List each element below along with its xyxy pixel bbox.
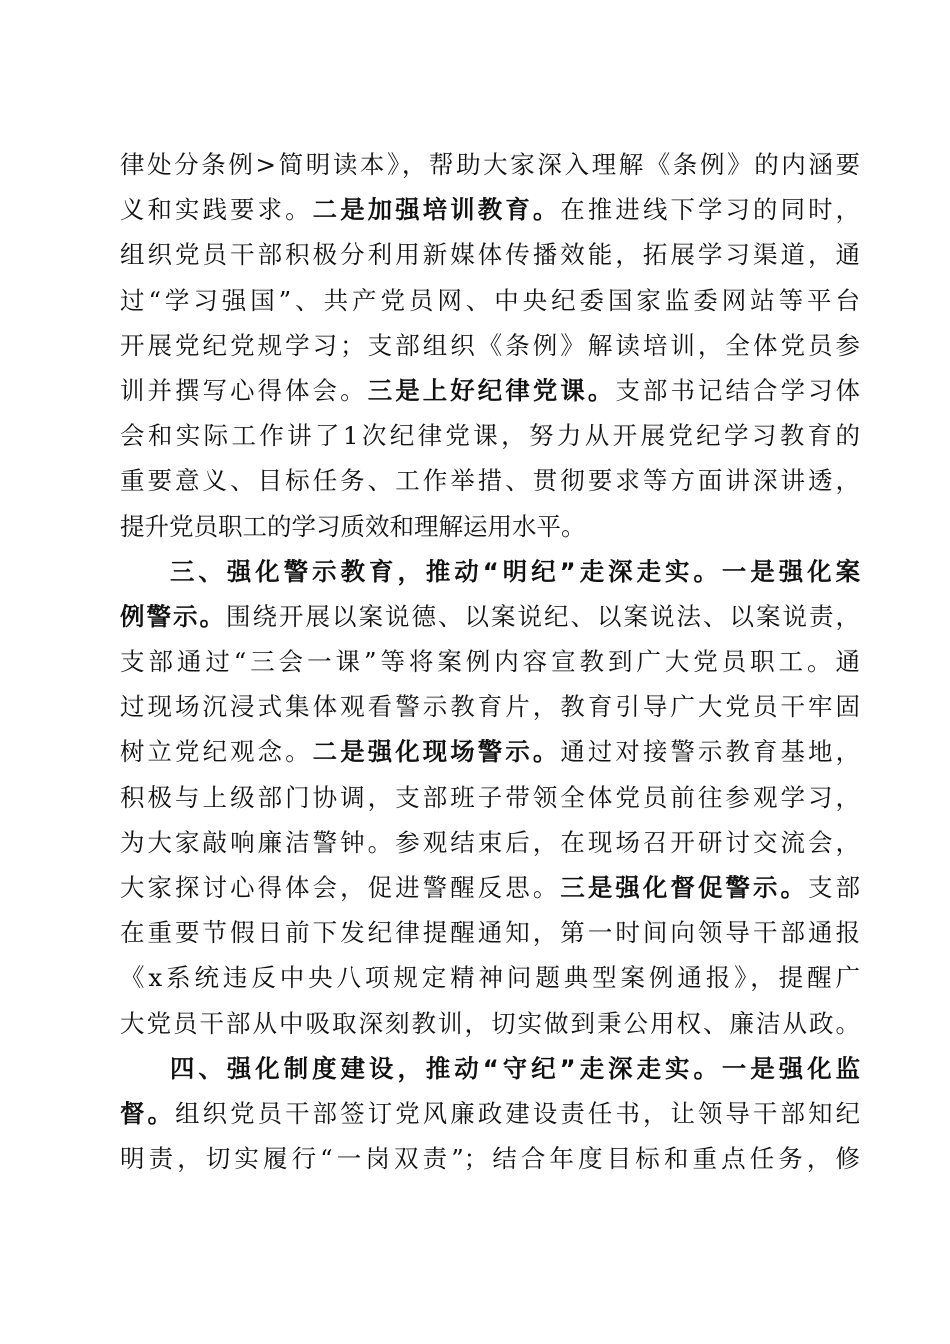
text-line — [120, 775, 860, 820]
bold-text-segment: 二是强化现场警示。 — [312, 737, 561, 767]
text-line — [120, 413, 860, 458]
text-segment: 支部 — [808, 873, 860, 902]
text-segment: 在重要节假日前下发纪律提醒通知，第一时间向领导干部通报 — [120, 918, 860, 948]
bold-text-segment: 一是强化监 — [721, 1053, 860, 1083]
bold-text-segment: 督。 — [120, 1098, 176, 1128]
text-segment: 为大家敲响廉洁警钟。参观结束后，在现场召开研讨交流会， — [120, 827, 860, 857]
text-line — [120, 955, 860, 1000]
text-line — [120, 549, 860, 594]
bold-text-segment: 例警示。 — [120, 601, 226, 631]
text-line — [120, 729, 860, 774]
text-segment: 通过对接警示教育基地， — [560, 737, 860, 767]
text-segment: 提升党员职工的学习质效和理解运用水平。 — [120, 511, 586, 541]
text-segment: 开展党纪党规学习；支部组织《条例》解读培训，全体党员参 — [120, 330, 860, 360]
text-segment: 围绕开展以案说德、以案说纪、以案说法、以案说责， — [226, 601, 860, 631]
text-segment: 积极与上级部门协调，支部班子带领全体党员前往参观学习， — [120, 782, 860, 812]
bold-text-segment: 二是加强培训教育。 — [312, 195, 561, 225]
text-segment: 明责，切实履行“一岗双责”；结合年度目标和重点任务，修 — [120, 1144, 860, 1174]
text-line — [120, 910, 860, 955]
text-segment: 大家探讨心得体会，促进警醒反思。 — [120, 873, 561, 902]
bold-text-segment: 三、强化警示教育，推动“明纪”走深走实。 — [170, 556, 722, 586]
text-segment: 大党员干部从中吸取深刻教训，切实做到秉公用权、廉洁从政。 — [120, 1008, 860, 1038]
text-line — [120, 187, 860, 232]
text-segment: 过现场沉浸式集体观看警示教育片，教育引导广大党员干牢固 — [120, 692, 860, 722]
text-segment: 律处分条例>简明读本》，帮助大家深入理解《条例》的内涵要 — [120, 150, 860, 179]
text-line — [120, 684, 860, 729]
bold-text-segment: 三是上好纪律党课。 — [367, 375, 616, 405]
text-segment: 在推进线下学习的同时， — [560, 195, 860, 225]
bold-text-segment: 四、强化制度建设，推动“守纪”走深走实。 — [170, 1053, 722, 1083]
text-segment: 过“学习强国”、共产党员网、中央纪委国家监委网站等平台 — [120, 285, 860, 315]
text-line — [120, 323, 860, 368]
text-line — [120, 865, 860, 910]
text-line — [120, 1001, 860, 1046]
text-line — [120, 1046, 860, 1091]
text-line — [120, 368, 860, 413]
text-line — [120, 278, 860, 323]
bold-text-segment: 三是强化督促警示。 — [560, 873, 809, 902]
text-segment: 会和实际工作讲了1次纪律党课，努力从开展党纪学习教育的 — [120, 421, 860, 451]
text-line — [120, 639, 860, 684]
text-segment: 《x系统违反中央八项规定精神问题典型案例通报》，提醒广 — [120, 963, 860, 993]
text-segment: 组织党员干部积极分利用新媒体传播效能，拓展学习渠道，通 — [120, 240, 860, 270]
text-segment: 树立党纪观念。 — [120, 737, 313, 767]
text-segment: 支部书记结合学习体 — [615, 375, 860, 405]
text-segment: 组织党员干部签订党风廉政建设责任书，让领导干部知纪 — [175, 1098, 860, 1128]
text-line — [120, 142, 860, 187]
text-segment: 重要意义、目标任务、工作举措、贯彻要求等方面讲深讲透， — [120, 466, 860, 496]
text-segment: 义和实践要求。 — [120, 195, 313, 225]
text-line — [120, 504, 860, 549]
text-segment: 支部通过“三会一课”等将案例内容宣教到广大党员职工。通 — [120, 647, 860, 677]
text-line — [120, 594, 860, 639]
bold-text-segment: 一是强化案 — [721, 556, 860, 586]
document-body — [120, 142, 860, 1181]
text-segment: 训并撰写心得体会。 — [120, 375, 368, 405]
text-line — [120, 1136, 860, 1181]
text-line — [120, 820, 860, 865]
text-line — [120, 1091, 860, 1136]
text-line — [120, 232, 860, 277]
text-line — [120, 458, 860, 503]
